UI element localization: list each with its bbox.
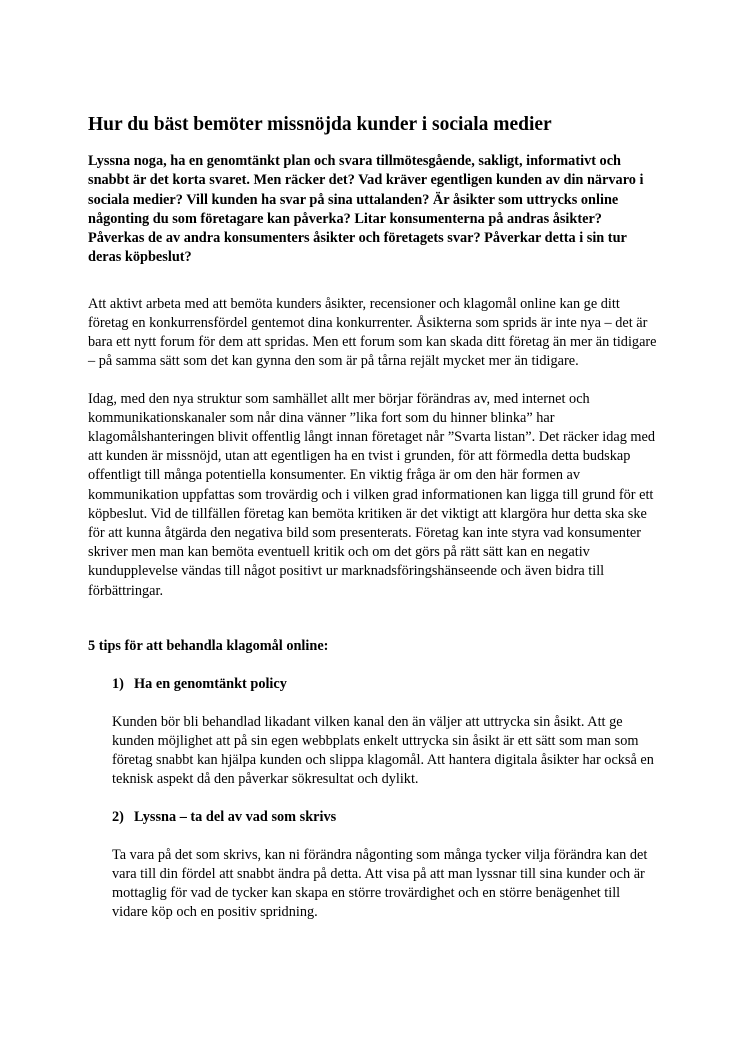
body-paragraph-1: Att aktivt arbeta med att bemöta kunders åsikter, recensioner och klagomål online kan ge ditt företag en konkurrensfördel gentemot dina konkurrenter. Åsikterna som sprids är inte nya – det är bara ett nytt forum för dem att spridas. Men ett forum som kan skada ditt företag än mer än tidigare – på samma sätt som det kan gynna den som är på tårna rejält mycket mer än tidigare. <box>88 295 657 370</box>
tip-body-1: Kunden bör bli behandlad likadant vilken kanal den än väljer att uttrycka sin åsikt. Att ge kunden möjlighet att på sin egen webbplats enkelt uttrycka sin åsikt är ett sätt som man som företag snabbt kan hjälpa kunden och slippa klagomål. Att hantera digitala åsikter har också en teknisk aspekt då den påverkar sökresultat och dylikt. <box>112 713 654 788</box>
document-title: Hur du bäst bemöter missnöjda kunder i sociala medier <box>88 114 552 135</box>
tip-item-2 <box>112 808 658 923</box>
tip-number-2: 2) <box>112 808 124 825</box>
document-page <box>88 112 658 940</box>
tip-item-1 <box>112 675 658 790</box>
tip-heading-2 <box>112 808 658 827</box>
tip-number-1: 1) <box>112 675 124 692</box>
tip-heading-1 <box>112 675 658 694</box>
body-paragraph-2: Idag, med den nya struktur som samhället allt mer börjar förändras av, med internet och kommunikationskanaler som når dina vänner ”lika fort som du hinner blinka” har klagomålshanteringen blivit offentlig långt innan företaget når ”Svarta listan”. Det räcker idag med att kunden är missnöjd, utan att egentligen ha en tvist i grunden, för att förmedla detta budskap offentligt till många potentiella konsumenter. En viktig fråga är om den här formen av kommunikation uppfattas som trovärdig och i vilken grad informationen kan ligga till grund för ett köpbeslut. Vid de tillfällen företag kan bemöta kritiken är det viktigt att klargöra hur detta ska ske för att kunna åtgärda den negativa bild som presenterats. Företag kan inte styra vad konsumenter skriver men man kan bemöta eventuell kritik och om det görs på rätt sätt kan en negativ kundupplevelse vändas till något positivt ur marknadsföringshänseende och även bidra till förbättringar. <box>88 390 656 599</box>
tip-title-1: Ha en genomtänkt policy <box>134 675 287 692</box>
tips-heading: 5 tips för att behandla klagomål online: <box>88 637 329 654</box>
lead-paragraph: Lyssna noga, ha en genomtänkt plan och svara tillmötesgående, sakligt, informativt och snabbt är det korta svaret. Men räcker det? Vad kräver egentligen kunden av din närvaro i sociala medier? Vill kunden ha svar på sina uttalanden? Är åsikter som uttrycks online någonting du som företagare kan påverka? Litar konsumenterna på andras åsikter? Påverkas de av andra konsumenters åsikter och företagets svar? Påverkar detta i sin tur deras köpbeslut? <box>88 153 644 266</box>
tip-body-2: Ta vara på det som skrivs, kan ni förändra någonting som många tycker vilja förändra kan det vara till din fördel att snabbt ändra på detta. Att visa på att man lyssnar till sina kunder och är mottaglig för vad de tycker kan skapa en större trovärdighet och en större benägenhet till vidare köp och en positiv spridning. <box>112 846 648 921</box>
tip-title-2: Lyssna – ta del av vad som skrivs <box>134 808 337 825</box>
